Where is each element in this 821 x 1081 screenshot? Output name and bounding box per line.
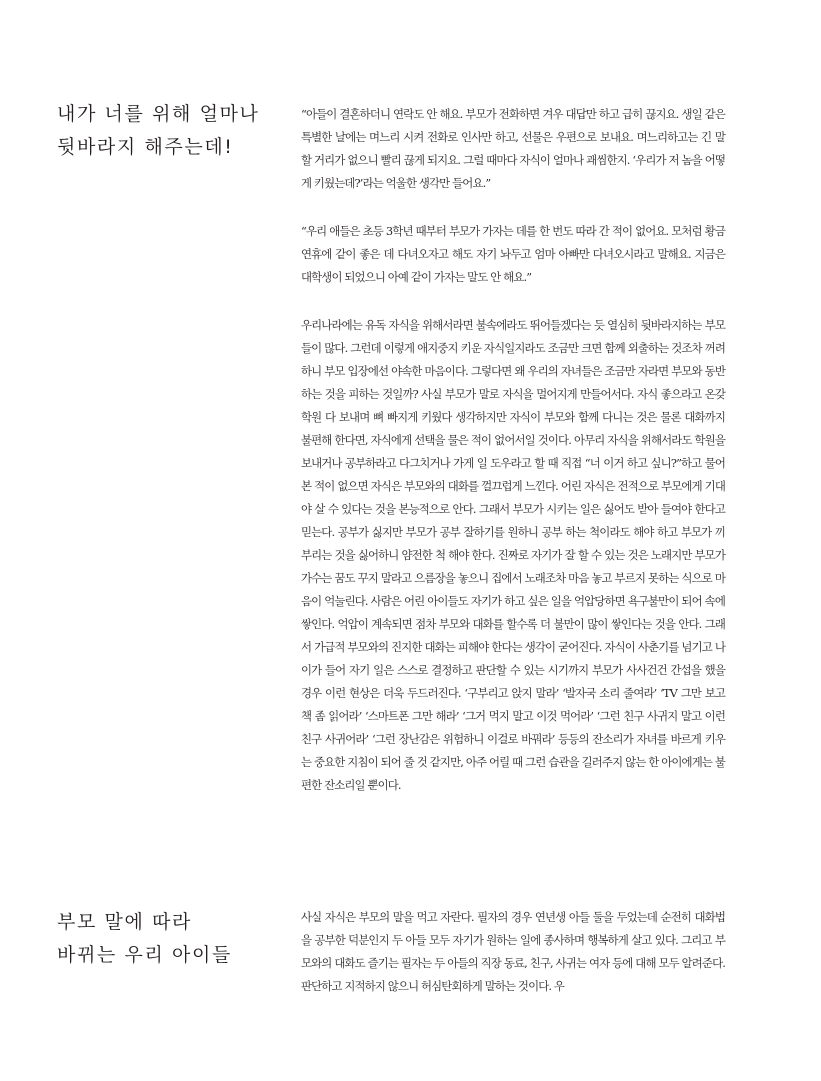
section-heading-2 bbox=[57, 906, 232, 972]
quote-paragraph: “우리 애들은 초등 3학년 때부터 부모가 가자는 데를 한 번도 따라 간 적이 없어요. 모처럼 황금연휴에 같이 좋은 데 다녀오자고 해도 자기 놔두고 엄마 아빠만 다녀오시라고 말해요. 지금은 대학생이 되었으니 아예 같이 가자는 말도 안 해요.” bbox=[301, 224, 725, 284]
section-2-body bbox=[301, 906, 725, 1023]
body-paragraph: 사실 자식은 부모의 말을 먹고 자란다. 필자의 경우 연년생 아들 둘을 두었는데 순전히 대화법을 공부한 덕분인지 두 아들 모두 자기가 원하는 일에 종사하며 행복하게 살고 있다. 그리고 부모와의 대화도 즐기는 필자는 두 아들의 직장 동료, 친구, 사귀는 여자 등에 대해 모두 알려준다. 판단하고 지적하지 않으니 허심탄회하게 말하는 것이다. 우 bbox=[301, 910, 725, 993]
quote-paragraph: “아들이 결혼하더니 연락도 안 해요. 부모가 전화하면 겨우 대답만 하고 급히 끊지요. 생일 같은 특별한 날에는 며느리 시켜 전화로 인사만 하고, 선물은 우편으로 보내요. 며느리하고는 긴 말할 거리가 없으니 빨리 끊게 되지요. 그럴 때마다 자식이 얼마나 괘씸한지. ‘우리가 저 놈을 어떻게 키웠는데?’라는 억울한 생각만 들어요.” bbox=[301, 107, 725, 190]
heading-line: 뒷바라지 해주는데! bbox=[57, 136, 234, 158]
heading-line: 부모 말에 따라 bbox=[57, 911, 193, 933]
heading-line: 바뀌는 우리 아이들 bbox=[57, 944, 232, 966]
section-1-body bbox=[301, 103, 725, 822]
heading-line: 내가 너를 위해 얼마나 bbox=[57, 103, 260, 125]
section-heading-1 bbox=[57, 98, 260, 164]
body-paragraph: 우리나라에는 유독 자식을 위해서라면 불속에라도 뛰어들겠다는 듯 열심히 뒷바라지하는 부모들이 많다. 그런데 이렇게 애지중지 키운 자식일지라도 조금만 크면 함께 외출하는 것조차 꺼려하니 부모 입장에선 야속한 마음이다. 그렇다면 왜 우리의 자녀들은 조금만 자라면 부모와 동반하는 것을 피하는 것일까? 사실 부모가 말로 자식을 멀어지게 만들어서다. 자식 좋으라고 온갖 학원 다 보내며 뼈 빠지게 키웠다 생각하지만 자식이 부모와 함께 다니는 것은 물론 대화까지 불편해 한다면, 자식에게 선택을 물은 적이 없어서일 것이다. 아무리 자식을 위해서라도 학원을 보내거나 공부하라고 다그치거나 가게 일 도우라고 할 때 직접 “너 이거 하고 싶니?”하고 물어본 적이 없으면 자식은 부모와의 대화를 껄끄럽게 느낀다. 어린 자식은 전적으로 부모에게 기대야 살 수 있다는 것을 본능적으로 안다. 그래서 부모가 시키는 일은 싫어도 받아 들여야 한다고 믿는다. 공부가 싫지만 부모가 공부 잘하기를 원하니 공부 하는 척이라도 해야 하고 부모가 끼 부리는 것을 싫어하니 얌전한 척 해야 한다. 진짜로 자기가 잘 할 수 있는 것은 노래지만 부모가 가수는 꿈도 꾸지 말라고 으름장을 놓으니 집에서 노래조차 마음 놓고 부르지 못하는 식으로 마음이 억눌린다. 사람은 어린 아이들도 자기가 하고 싶은 일을 억압당하면 욕구불만이 되어 속에 쌓인다. 억압이 계속되면 점차 부모와 대화를 할수록 더 불만이 많이 쌓인다는 것을 안다. 그래서 가급적 부모와의 진지한 대화는 피해야 한다는 생각이 굳어진다. 자식이 사춘기를 넘기고 나이가 들어 자기 일은 스스로 결정하고 판단할 수 있는 시기까지 부모가 사사건건 간섭을 했을 경우 이런 현상은 더욱 두드러진다. ‘구부리고 앉지 말라’ ‘발자국 소리 줄여라’ ‘TV 그만 보고 책 좀 읽어라’ ‘스마트폰 그만 해라’ ‘그거 먹지 말고 이것 먹어라’ ‘그런 친구 사귀지 말고 이런 친구 사귀어라’ ‘그런 장난감은 위험하니 이걸로 바꿔라’ 등등의 잔소리가 자녀를 바르게 키우는 중요한 지침이 되어 줄 것 같지만, 아주 어릴 때 그런 습관을 길러주지 않는 한 아이에게는 불편한 잔소리일 뿐이다. bbox=[301, 318, 725, 792]
